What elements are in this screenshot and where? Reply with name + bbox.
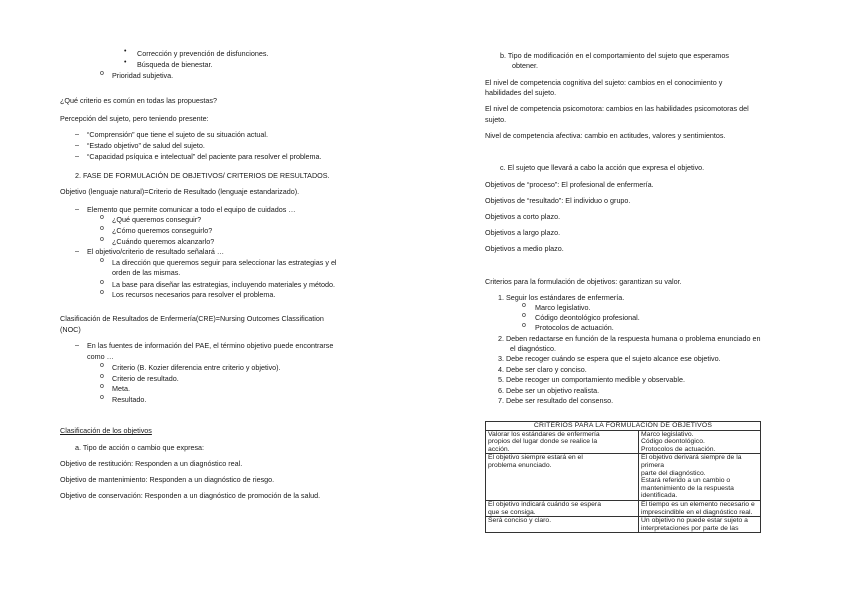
table-cell (639, 500, 761, 516)
cell-line: El tiempo es un elemento necesario e (641, 500, 755, 508)
section-heading: 2. FASE DE FORMULACIÓN DE OBJETIVOS/ CRITERIOS DE RESULTADOS. (75, 171, 330, 180)
cell-line: El objetivo derivará siempre de la primera (641, 454, 742, 469)
circle-bullet-icon: o (100, 289, 104, 296)
table-row (486, 454, 761, 501)
list-item: ¿Qué queremos conseguir? (112, 215, 202, 224)
bullet-icon: • (124, 48, 127, 55)
circle-bullet-icon: o (100, 394, 104, 401)
dash-bullet-icon: – (75, 140, 79, 149)
list-item: Criterio de resultado. (112, 374, 179, 383)
list-item: Código deontológico profesional. (535, 313, 640, 322)
circle-bullet-icon: o (100, 70, 104, 77)
list-item: Búsqueda de bienestar. (137, 60, 213, 69)
paragraph: Objetivo de mantenimiento: Responden a un diagnóstico de riesgo. (60, 475, 275, 484)
circle-bullet-icon: o (100, 362, 104, 369)
paragraph-continued: habilidades del sujeto. (485, 88, 557, 97)
table-row (486, 430, 761, 454)
cell-line: Será conciso y claro. (488, 517, 552, 525)
cell-line: interpretaciones por parte de las (641, 524, 739, 532)
list-item: Criterio (B. Kozier diferencia entre criterio y objetivo). (112, 363, 281, 372)
numbered-item: 3. Debe recoger cuándo se espera que el sujeto alcance ese objetivo. (498, 354, 721, 363)
section-heading: Clasificación de los objetivos (60, 426, 152, 435)
paragraph: Objetivo (lenguaje natural)=Criterio de Resultado (lenguaje estandarizado). (60, 187, 300, 196)
cell-line: problema enunciado. (488, 461, 552, 469)
circle-bullet-icon: o (100, 373, 104, 380)
dash-bullet-icon: – (75, 246, 79, 255)
circle-bullet-icon: o (522, 302, 526, 309)
paragraph: Objetivo de conservación: Responden a un diagnóstico de promoción de la salud. (60, 491, 321, 500)
list-item: En las fuentes de información del PAE, el término objetivo puede encontrarse (87, 341, 334, 350)
paragraph: Percepción del sujeto, pero teniendo presente: (60, 114, 209, 123)
paragraph: Objetivos a largo plazo. (485, 228, 561, 237)
criteria-table (485, 421, 761, 533)
table-title: CRITERIOS PARA LA FORMULACIÓN DE OBJETIVOS (486, 422, 761, 431)
table-cell (486, 430, 639, 454)
cell-line: que se consiga. (488, 508, 536, 516)
cell-line: Protocolos de actuación. (641, 445, 716, 453)
list-item: Protocolos de actuación. (535, 323, 614, 332)
cell-line: Un objetivo no puede estar sujeto a (641, 517, 748, 525)
list-item: La base para diseñar las estrategias, incluyendo materiales y método. (112, 280, 335, 289)
paragraph: Nivel de competencia afectiva: cambio en actitudes, valores y sentimientos. (485, 131, 726, 140)
cell-line: Marco legislativo. (641, 430, 694, 438)
circle-bullet-icon: o (100, 383, 104, 390)
table-cell (639, 430, 761, 454)
list-item: Los recursos necesarios para resolver el problema. (112, 290, 276, 299)
paragraph: Objetivos de “resultado”: El individuo o grupo. (485, 196, 631, 205)
paragraph-continued: sujeto. (485, 115, 507, 124)
bullet-icon: • (124, 59, 127, 66)
list-item: La dirección que queremos seguir para seleccionar las estrategias y el (112, 258, 337, 267)
paragraph: Objetivos a medio plazo. (485, 244, 564, 253)
table-cell (486, 517, 639, 533)
dash-bullet-icon: – (75, 340, 79, 349)
circle-bullet-icon: o (100, 279, 104, 286)
paragraph: c. El sujeto que llevará a cabo la acción que expresa el objetivo. (500, 163, 705, 172)
list-item-continued: como … (87, 352, 114, 361)
table-row (486, 517, 761, 533)
cell-line: Estará referido a un cambio o (641, 477, 731, 485)
cell-line: mantenimiento de la respuesta (641, 484, 734, 492)
cell-line: imprescindible en el diagnóstico real. (641, 508, 753, 516)
list-item-continued: orden de las mismas. (112, 268, 181, 277)
numbered-item-continued: el diagnóstico. (510, 344, 556, 353)
paragraph: Clasificación de Resultados de Enfermería(CRE)=Nursing Outcomes Classification (60, 314, 324, 323)
paragraph: a. Tipo de acción o cambio que expresa: (75, 443, 205, 452)
dash-bullet-icon: – (75, 129, 79, 138)
paragraph: Criterios para la formulación de objetivos: garantizan su valor. (485, 277, 682, 286)
cell-line: Código deontológico. (641, 438, 705, 446)
table-row (486, 500, 761, 516)
circle-bullet-icon: o (100, 225, 104, 232)
paragraph: Objetivos a corto plazo. (485, 212, 561, 221)
list-item: Prioridad subjetiva. (112, 71, 174, 80)
dash-bullet-icon: – (75, 151, 79, 160)
circle-bullet-icon: o (100, 236, 104, 243)
table-cell (639, 517, 761, 533)
numbered-item: 7. Debe ser resultado del consenso. (498, 396, 614, 405)
table-cell (486, 454, 639, 501)
paragraph: El nivel de competencia psicomotora: cambios en las habilidades psicomotoras del (485, 104, 749, 113)
cell-line: El objetivo indicará cuándo se espera (488, 500, 601, 508)
cell-line: identificada. (641, 492, 678, 500)
paragraph: Objetivos de “proceso”: El profesional de enfermería. (485, 180, 654, 189)
list-item: Elemento que permite comunicar a todo el equipo de cuidados … (87, 205, 296, 214)
paragraph: b. Tipo de modificación en el comportamiento del sujeto que esperamos (500, 51, 729, 60)
cell-line: Valorar los estándares de enfermería (488, 430, 600, 438)
numbered-item: 2. Deben redactarse en función de la respuesta humana o problema enunciado en (498, 334, 761, 343)
table-header-row (486, 422, 761, 431)
list-item: Meta. (112, 384, 130, 393)
numbered-item: 4. Debe ser claro y conciso. (498, 365, 587, 374)
circle-bullet-icon: o (522, 322, 526, 329)
paragraph: Objetivo de restitución: Responden a un diagnóstico real. (60, 459, 243, 468)
list-item: El objetivo/criterio de resultado señalará … (87, 247, 225, 256)
table-cell (639, 454, 761, 501)
circle-bullet-icon: o (522, 312, 526, 319)
cell-line: propios del lugar donde se realice la (488, 438, 598, 446)
table-cell (486, 500, 639, 516)
dash-bullet-icon: – (75, 204, 79, 213)
list-item: Corrección y prevención de disfunciones. (137, 49, 269, 58)
list-item: ¿Cómo queremos conseguirlo? (112, 226, 213, 235)
circle-bullet-icon: o (100, 257, 104, 264)
numbered-item: 5. Debe recoger un comportamiento medible y observable. (498, 375, 685, 384)
paragraph: El nivel de competencia cognitiva del sujeto: cambios en el conocimiento y (485, 78, 723, 87)
list-item: ¿Cuándo queremos alcanzarlo? (112, 237, 215, 246)
cell-line: acción. (488, 445, 510, 453)
paragraph-continued: (NOC) (60, 325, 81, 334)
cell-line: El objetivo siempre estará en el (488, 454, 583, 462)
question: ¿Qué criterio es común en todas las propuestas? (60, 96, 218, 105)
list-item: “Comprensión” que tiene el sujeto de su situación actual. (87, 130, 268, 139)
list-item: “Capacidad psíquica e intelectual” del paciente para resolver el problema. (87, 152, 322, 161)
list-item: Marco legislativo. (535, 303, 591, 312)
cell-line: parte del diagnóstico. (641, 469, 706, 477)
numbered-item: 1. Seguir los estándares de enfermería. (498, 293, 625, 302)
paragraph-continued: obtener. (512, 61, 538, 70)
list-item: Resultado. (112, 395, 147, 404)
circle-bullet-icon: o (100, 214, 104, 221)
list-item: “Estado objetivo” de salud del sujeto. (87, 141, 205, 150)
numbered-item: 6. Debe ser un objetivo realista. (498, 386, 600, 395)
